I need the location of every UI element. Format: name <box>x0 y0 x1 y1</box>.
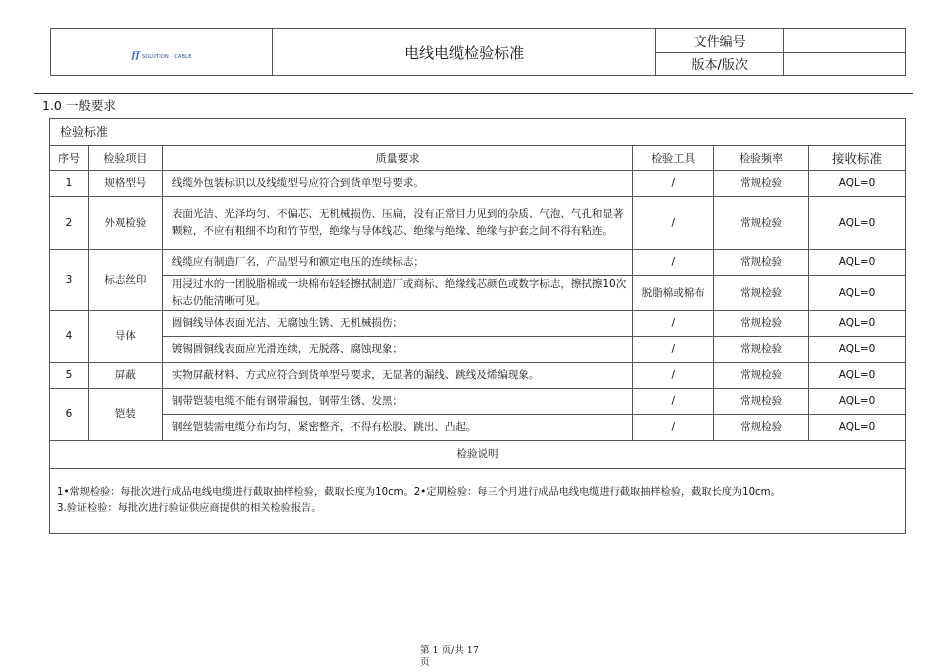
acceptance-standard: AQL=0 <box>809 337 906 363</box>
page-number <box>420 645 540 669</box>
column-header: 质量要求 <box>162 146 632 171</box>
table-row <box>50 171 906 197</box>
table-row <box>50 250 906 276</box>
row-number: 4 <box>50 311 89 363</box>
inspection-tool: / <box>633 250 714 276</box>
table-row <box>50 276 906 311</box>
inspection-item: 外观检验 <box>88 197 162 250</box>
quality-requirement: 表面光洁、光泽均匀、不偏芯、无机械损伤、压扁，没有正常目力见到的杂质、气泡、气孔和显著颗粒，不应有粗细不均和竹节型，绝缘与导体线芯、绝缘与绝缘、绝缘与护套之间不得有粘连。 <box>162 197 632 250</box>
column-header: 检验项目 <box>88 146 162 171</box>
notes-body <box>50 469 906 534</box>
table-row <box>50 311 906 337</box>
notes-line: 3.验证检验：每批次进行验证供应商提供的相关检验报告。 <box>57 503 322 514</box>
inspection-tool: / <box>633 337 714 363</box>
section-heading: 1.0 一般要求 <box>42 98 116 113</box>
quality-requirement: 钢带铠装电缆不能有钢带漏包，钢带生锈、发黑； <box>162 389 632 415</box>
quality-requirement: 实物屏蔽材料、方式应符合到货单型号要求，无显著的漏线、跳线及烯编现象。 <box>162 363 632 389</box>
row-number: 6 <box>50 389 89 441</box>
inspection-frequency: 常规检验 <box>714 250 809 276</box>
quality-requirement: 用浸过水的一团脱脂棉或一块棉布轻轻擦拭制造厂或商标、绝缘线芯颜色或数字标志，擦拭擦10次标志仍能清晰可见。 <box>162 276 632 311</box>
inspection-table <box>49 118 906 534</box>
inspection-frequency: 常规检验 <box>714 276 809 311</box>
inspection-item: 导体 <box>88 311 162 363</box>
acceptance-standard: AQL=0 <box>809 250 906 276</box>
version-label: 版本/版次 <box>655 52 784 76</box>
table-row <box>50 197 906 250</box>
inspection-frequency: 常规检验 <box>714 197 809 250</box>
column-header: 序号 <box>50 146 89 171</box>
quality-requirement: 钢丝铠装需电缆分布均匀，紧密整齐，不得有松股、跳出、凸起。 <box>162 415 632 441</box>
inspection-frequency: 常规检验 <box>714 311 809 337</box>
inspection-frequency: 常规检验 <box>714 389 809 415</box>
table-row <box>50 337 906 363</box>
quality-requirement: 镀锡圆铜线表面应光滑连续，无脱落、腐蚀现象； <box>162 337 632 363</box>
page-number-line: 页 <box>420 657 430 668</box>
acceptance-standard: AQL=0 <box>809 197 906 250</box>
quality-requirement: 线缆应有制造厂名，产品型号和额定电压的连续标志； <box>162 250 632 276</box>
inspection-tool: 脱脂棉或棉布 <box>633 276 714 311</box>
inspection-item: 铠装 <box>88 389 162 441</box>
column-header: 接收标准 <box>809 146 906 171</box>
inspection-tool: / <box>633 415 714 441</box>
quality-requirement: 线缆外包装标识以及线缆型号应符合到货单型号要求。 <box>162 171 632 197</box>
inspection-tool: / <box>633 389 714 415</box>
column-header: 检验工具 <box>633 146 714 171</box>
column-header: 检验频率 <box>714 146 809 171</box>
table-row <box>50 415 906 441</box>
doc-number-label: 文件编号 <box>655 29 784 53</box>
document-title: 电线电缆检验标准 <box>273 29 656 76</box>
logo-cell <box>51 29 273 76</box>
notes-line: 1•常规检验：每批次进行成品电线电缆进行截取抽样检验，截取长度为10cm。2•定期检验：每三个月进行成品电线电缆进行截取抽样检验，截取长度为10cm。 <box>57 487 781 498</box>
inspection-frequency: 常规检验 <box>714 171 809 197</box>
row-number: 3 <box>50 250 89 311</box>
table-row <box>50 389 906 415</box>
header-divider <box>34 93 913 94</box>
inspection-frequency: 常规检验 <box>714 337 809 363</box>
table-row <box>50 363 906 389</box>
acceptance-standard: AQL=0 <box>809 171 906 197</box>
row-number: 5 <box>50 363 89 389</box>
quality-requirement: 圆铜线导体表面光洁、无腐蚀生锈、无机械损伤； <box>162 311 632 337</box>
inspection-tool: / <box>633 311 714 337</box>
table-title: 检验标准 <box>50 119 906 146</box>
inspection-tool: / <box>633 171 714 197</box>
version-value <box>784 52 906 76</box>
notes-title: 检验说明 <box>50 441 906 469</box>
page-number-line: 第 1 页/共 17 <box>420 645 479 656</box>
acceptance-standard: AQL=0 <box>809 389 906 415</box>
acceptance-standard: AQL=0 <box>809 276 906 311</box>
inspection-frequency: 常规检验 <box>714 415 809 441</box>
inspection-item: 规格型号 <box>88 171 162 197</box>
inspection-tool: / <box>633 197 714 250</box>
inspection-tool: / <box>633 363 714 389</box>
acceptance-standard: AQL=0 <box>809 415 906 441</box>
acceptance-standard: AQL=0 <box>809 363 906 389</box>
inspection-frequency: 常规检验 <box>714 363 809 389</box>
row-number: 2 <box>50 197 89 250</box>
company-logo: ff SOLUTION · CABLE <box>131 50 192 61</box>
doc-number-value <box>784 29 906 53</box>
document-header <box>50 28 906 76</box>
table-header-row <box>50 146 906 171</box>
inspection-item: 标志丝印 <box>88 250 162 311</box>
inspection-item: 屏蔽 <box>88 363 162 389</box>
acceptance-standard: AQL=0 <box>809 311 906 337</box>
row-number: 1 <box>50 171 89 197</box>
